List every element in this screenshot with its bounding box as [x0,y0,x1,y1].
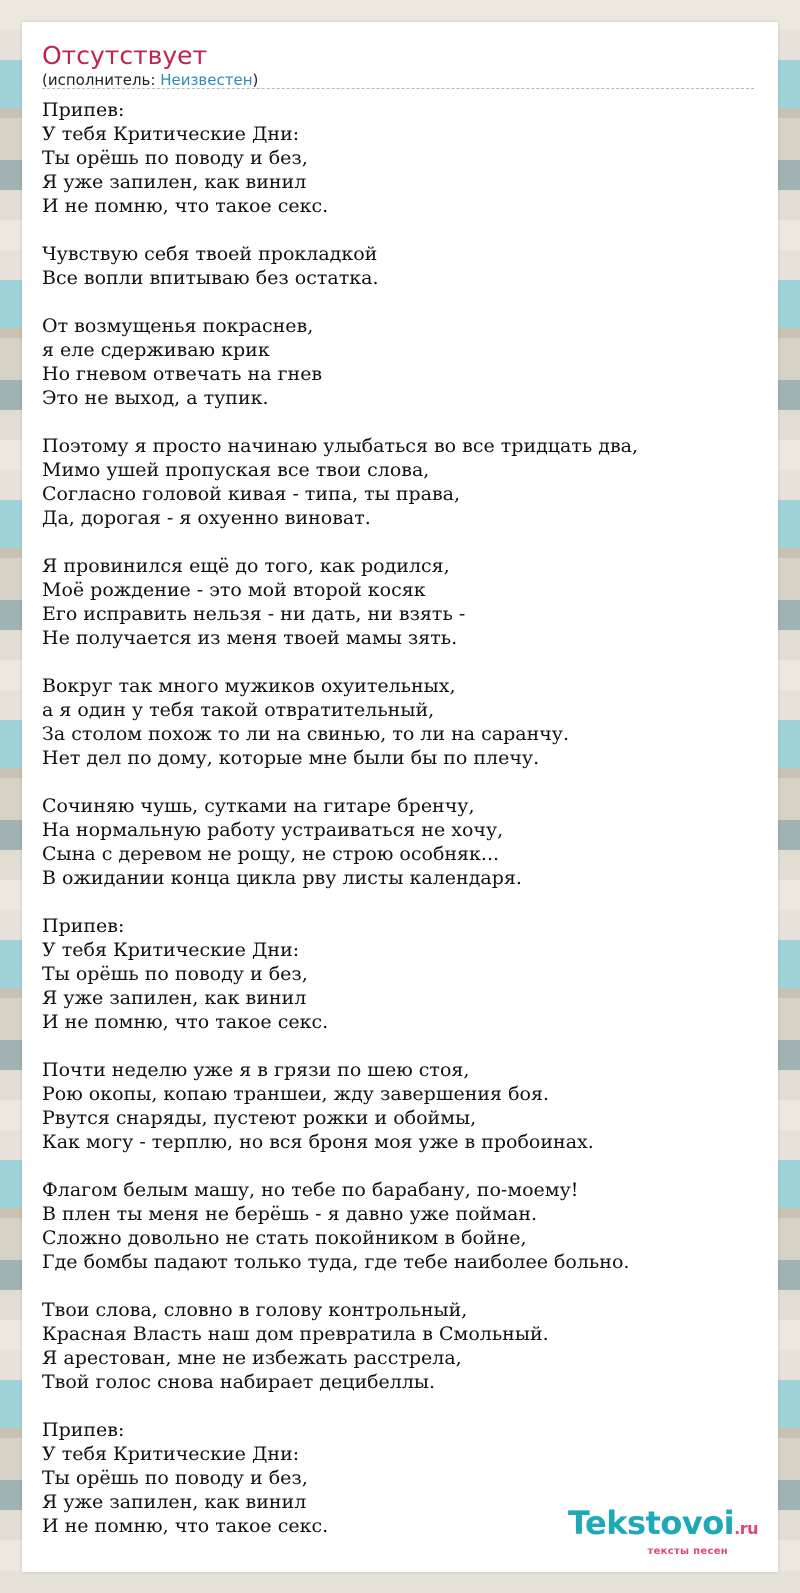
lyrics-line: Как могу - терплю, но вся броня моя уже в пробоинах. [42,1131,594,1153]
lyrics-line: Ты орёшь по поводу и без, [42,147,308,169]
lyrics-line: У тебя Критические Дни: [42,123,300,145]
artist-prefix: (исполнитель: [42,71,161,89]
lyrics-line: За столом похож то ли на свинью, то ли на саранчу. [42,723,570,745]
lyrics-stanza [42,794,758,890]
logo-name: Tekstovoi [567,1504,735,1542]
song-title: Отсутствует [42,41,208,70]
lyrics-line: Почти неделю уже я в грязи по шею стоя, [42,1059,470,1081]
lyrics-stanza [42,554,758,650]
title-divider [42,88,754,89]
lyrics-line: Я провинился ещё до того, как родился, [42,555,450,577]
lyrics-line: Припев: [42,915,125,937]
lyrics-line: Мимо ушей пропуская все твои слова, [42,459,430,481]
lyrics-card [22,22,778,1572]
lyrics-line: И не помню, что такое секс. [42,195,329,217]
lyrics-line: Где бомбы падают только туда, где тебе наиболее больно. [42,1251,630,1273]
lyrics-stanza [42,1298,758,1394]
lyrics-line: Ты орёшь по поводу и без, [42,963,308,985]
logo-wordmark [568,1506,758,1546]
lyrics-line: Все вопли впитываю без остатка. [42,267,379,289]
lyrics-line: Припев: [42,99,125,121]
lyrics-line: Вокруг так много мужиков охуительных, [42,675,456,697]
lyrics-line: Я арестован, мне не избежать расстрела, [42,1347,462,1369]
lyrics-line: Припев: [42,1419,125,1441]
lyrics-line: И не помню, что такое секс. [42,1515,329,1537]
lyrics-line: Твой голос снова набирает децибеллы. [42,1371,436,1393]
lyrics-stanza [42,914,758,1034]
lyrics-line: Я уже запилен, как винил [42,171,307,193]
logo-tagline: тексты песен [647,1546,728,1557]
lyrics-line: У тебя Критические Дни: [42,1443,300,1465]
lyrics-stanza [42,1178,758,1274]
lyrics-line: У тебя Критические Дни: [42,939,300,961]
lyrics-line: Не получается из меня твоей мамы зять. [42,627,458,649]
lyrics-line: От возмущенья покраснев, [42,315,314,337]
lyrics-line: И не помню, что такое секс. [42,1011,329,1033]
artist-line [42,70,258,90]
lyrics-line: Его исправить нельзя - ни дать, ни взять - [42,603,466,625]
lyrics-line: Да, дорогая - я охуенно виноват. [42,507,371,529]
lyrics-line: Рвутся снаряды, пустеют рожки и обоймы, [42,1107,477,1129]
lyrics-line: В плен ты меня не берёшь - я давно уже пойман. [42,1203,538,1225]
lyrics-text [42,98,758,1562]
artist-link[interactable]: Неизвестен [160,71,253,89]
artist-suffix: ) [252,71,259,89]
lyrics-line: а я один у тебя такой отвратительный, [42,699,435,721]
lyrics-line: Твои слова, словно в голову контрольный, [42,1299,468,1321]
lyrics-line: На нормальную работу устраиваться не хочу, [42,819,504,841]
lyrics-line: Сложно довольно не стать покойником в бойне, [42,1227,527,1249]
lyrics-line: Но гневом отвечать на гнев [42,363,323,385]
lyrics-line: Я уже запилен, как винил [42,1491,307,1513]
lyrics-line: Моё рождение - это мой второй косяк [42,579,426,601]
lyrics-line: Ты орёшь по поводу и без, [42,1467,308,1489]
lyrics-line: Я уже запилен, как винил [42,987,307,1009]
lyrics-line: Нет дел по дому, которые мне были бы по плечу. [42,747,540,769]
lyrics-stanza [42,98,758,218]
lyrics-line: Флагом белым машу, но тебе по барабану, по-моему! [42,1179,579,1201]
lyrics-line: Красная Власть наш дом превратила в Смольный. [42,1323,549,1345]
logo-tld: .ru [734,1519,758,1538]
lyrics-line: Рою окопы, копаю траншеи, жду завершения боя. [42,1083,549,1105]
lyrics-line: Чувствую себя твоей прокладкой [42,243,378,265]
lyrics-stanza [42,674,758,770]
lyrics-line: Поэтому я просто начинаю улыбаться во все тридцать два, [42,435,639,457]
lyrics-line: Сочиняю чушь, сутками на гитаре бренчу, [42,795,475,817]
lyrics-line: В ожидании конца цикла рву листы календаря. [42,867,522,889]
lyrics-stanza [42,242,758,290]
lyrics-stanza [42,1058,758,1154]
site-logo[interactable] [568,1506,758,1558]
lyrics-line: я еле сдерживаю крик [42,339,270,361]
lyrics-line: Это не выход, а тупик. [42,387,269,409]
lyrics-stanza [42,434,758,530]
lyrics-line: Согласно головой кивая - типа, ты права, [42,483,461,505]
lyrics-stanza [42,314,758,410]
lyrics-line: Сына с деревом не рощу, не строю особняк... [42,843,500,865]
